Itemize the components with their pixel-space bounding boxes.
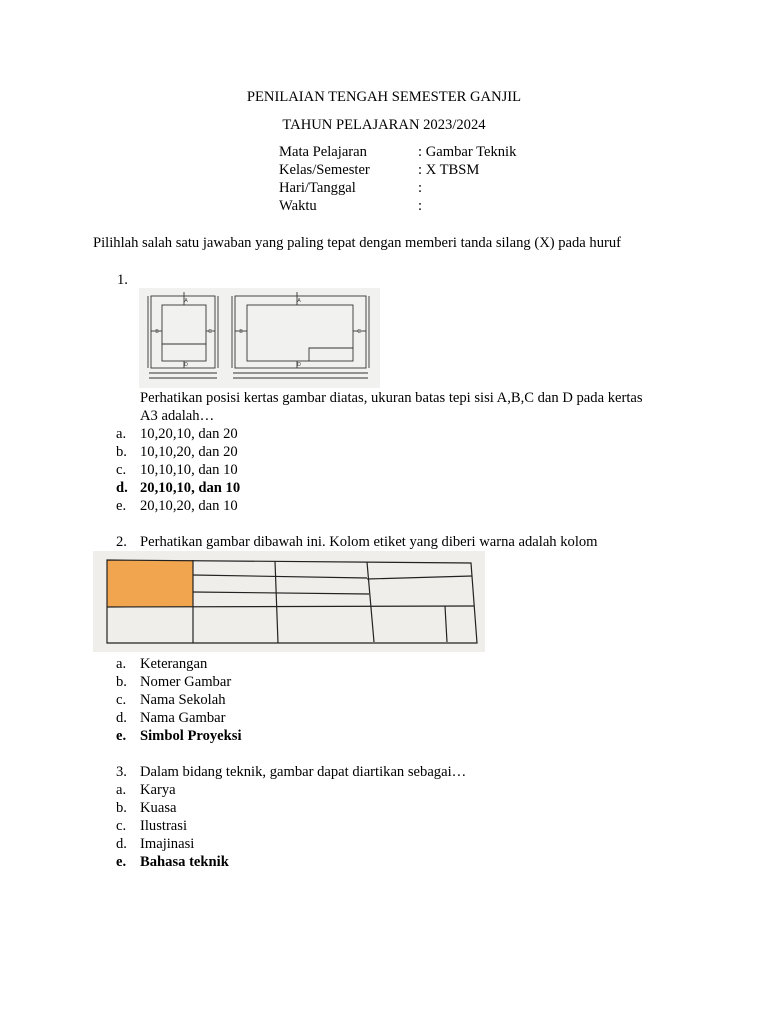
- info-label-subject: Mata Pelajaran: [279, 144, 367, 160]
- figure-label-a-portrait: A: [184, 298, 188, 304]
- answer-option-text: 20,10,10, dan 10: [140, 480, 241, 496]
- option-text: Nomer Gambar: [140, 674, 232, 690]
- option-text: 10,10,20, dan 20: [140, 444, 238, 460]
- option-text: Ilustrasi: [140, 818, 188, 834]
- option-letter: a.: [116, 782, 127, 798]
- option-letter: c.: [116, 818, 127, 834]
- title-block-figure: [93, 551, 485, 652]
- option-text: 20,10,20, dan 10: [140, 498, 238, 514]
- answer-option-letter: d.: [116, 480, 128, 496]
- info-value-class: : X TBSM: [418, 162, 480, 178]
- option-letter: a.: [116, 426, 127, 442]
- option-letter: c.: [116, 462, 127, 478]
- paper-border-diagram: [139, 288, 380, 388]
- option-letter: d.: [116, 710, 127, 726]
- figure-label-a-landscape: A: [297, 298, 301, 304]
- info-label-class: Kelas/Semester: [279, 162, 370, 178]
- option-letter: c.: [116, 692, 127, 708]
- highlighted-cell: [107, 560, 193, 607]
- info-value-time: :: [418, 198, 423, 214]
- option-letter: d.: [116, 836, 127, 852]
- question-2-number: 2.: [116, 534, 127, 550]
- figure-label-b-landscape: B: [239, 329, 243, 335]
- question-1-text-line1: Perhatikan posisi kertas gambar diatas, ukuran batas tepi sisi A,B,C dan D pada kertas: [140, 390, 643, 406]
- instruction: Pilihlah salah satu jawaban yang paling tepat dengan memberi tanda silang (X) pada huruf: [93, 235, 622, 251]
- figure-label-b-portrait: B: [155, 329, 159, 335]
- question-3-number: 3.: [116, 764, 127, 780]
- figure-label-c-portrait: C: [208, 329, 212, 335]
- answer-option-letter: e.: [116, 728, 127, 744]
- option-text: Nama Sekolah: [140, 692, 226, 708]
- figure-label-d-portrait: D: [184, 362, 188, 368]
- option-text: Kuasa: [140, 800, 177, 816]
- info-value-date: :: [418, 180, 423, 196]
- option-text: 10,20,10, dan 20: [140, 426, 238, 442]
- option-letter: b.: [116, 800, 127, 816]
- paper-border-figure: [139, 288, 380, 388]
- exam-title: PENILAIAN TENGAH SEMESTER GANJIL: [246, 89, 522, 105]
- answer-option-letter: e.: [116, 854, 127, 870]
- question-2-text: Perhatikan gambar dibawah ini. Kolom etiket yang diberi warna adalah kolom: [140, 534, 598, 550]
- option-letter: e.: [116, 498, 127, 514]
- question-1-number: 1.: [117, 272, 128, 288]
- figure-label-c-landscape: C: [357, 329, 361, 335]
- option-text: Imajinasi: [140, 836, 195, 852]
- option-text: Nama Gambar: [140, 710, 226, 726]
- question-1-text-line2: A3 adalah…: [140, 408, 215, 424]
- option-letter: b.: [116, 444, 127, 460]
- option-text: Karya: [140, 782, 176, 798]
- question-3-text: Dalam bidang teknik, gambar dapat diartikan sebagai…: [140, 764, 467, 780]
- info-label-date: Hari/Tanggal: [279, 180, 356, 196]
- title-block-diagram: [93, 551, 485, 652]
- info-value-subject: : Gambar Teknik: [418, 144, 517, 160]
- answer-option-text: Bahasa teknik: [140, 854, 229, 870]
- school-year: TAHUN PELAJARAN 2023/2024: [282, 117, 486, 133]
- figure-label-d-landscape: D: [297, 362, 301, 368]
- option-letter: b.: [116, 674, 127, 690]
- answer-option-text: Simbol Proyeksi: [140, 728, 242, 744]
- info-label-time: Waktu: [279, 198, 317, 214]
- option-letter: a.: [116, 656, 127, 672]
- option-text: 10,10,10, dan 10: [140, 462, 238, 478]
- option-text: Keterangan: [140, 656, 208, 672]
